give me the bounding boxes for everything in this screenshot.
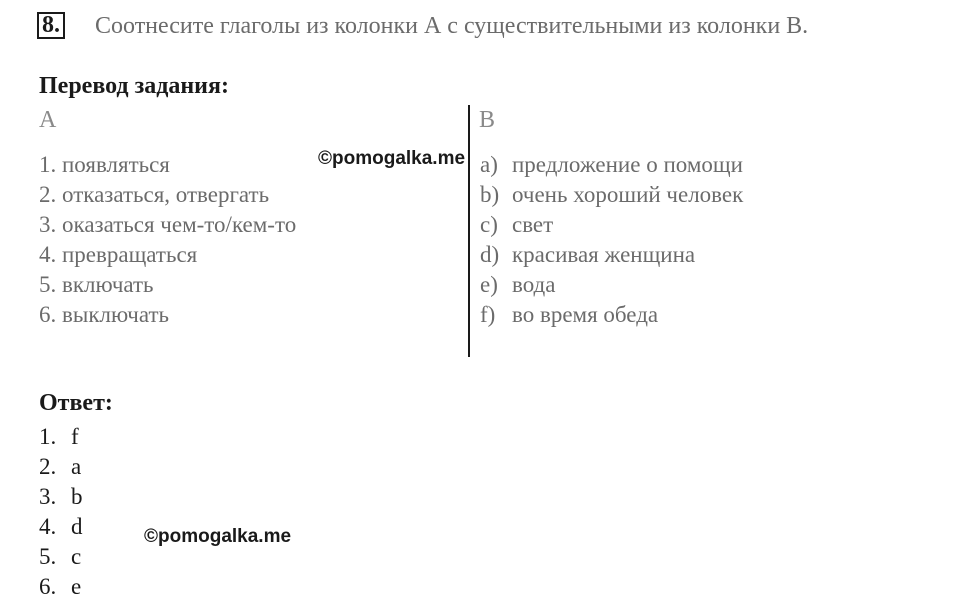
column-b-marker: f): [480, 302, 496, 327]
answer-value: d: [71, 514, 83, 539]
column-a-list: [39, 150, 296, 330]
answer-value: b: [71, 484, 83, 509]
column-b-text: вода: [512, 272, 556, 297]
column-a-item: 3. оказаться чем-то/кем-то: [39, 212, 297, 237]
answer-number: 4.: [39, 514, 57, 539]
answer-value: f: [71, 424, 79, 449]
column-a-header: A: [39, 107, 57, 133]
column-b-text: предложение о помощи: [512, 152, 743, 177]
column-b-text: свет: [512, 212, 554, 237]
column-b-text: красивая женщина: [512, 242, 696, 267]
column-b-marker: e): [480, 272, 498, 297]
column-b-text: во время обеда: [512, 302, 659, 327]
answer-item: [39, 452, 83, 482]
answer-item: [39, 572, 83, 602]
answer-number: 3.: [39, 484, 57, 509]
answer-number: 2.: [39, 454, 57, 479]
answer-item: [39, 422, 83, 452]
column-a-item: 4. превращаться: [39, 242, 198, 267]
answer-number: 1.: [39, 424, 57, 449]
task-instruction: Соотнесите глаголы из колонки А с существительными из колонки В.: [95, 13, 809, 39]
column-a-item: 2. отказаться, отвергать: [39, 182, 270, 207]
column-b-marker: d): [480, 242, 500, 267]
column-b-item: [480, 150, 743, 180]
column-b-text: очень хороший человек: [512, 182, 744, 207]
column-b-header: B: [479, 107, 496, 133]
answer-number: 5.: [39, 544, 57, 569]
column-a-item: 5. включать: [39, 272, 154, 297]
column-divider: [468, 105, 470, 357]
answer-value: e: [71, 574, 82, 599]
column-b-item: [480, 300, 743, 330]
watermark: ©pomogalka.me: [318, 148, 466, 169]
column-b-marker: c): [480, 212, 498, 237]
column-b-item: [480, 210, 743, 240]
column-b-marker: b): [480, 182, 500, 207]
column-a-item: 6. выключать: [39, 302, 169, 327]
answer-item: [39, 542, 83, 572]
answer-item: [39, 512, 83, 542]
column-b-item: [480, 240, 743, 270]
column-b-item: [480, 180, 743, 210]
answer-title: Ответ:: [39, 390, 113, 416]
watermark: ©pomogalka.me: [144, 526, 292, 547]
column-b-item: [480, 270, 743, 300]
translation-title: Перевод задания:: [39, 73, 229, 99]
column-b-list: [480, 150, 743, 330]
column-b-marker: a): [480, 152, 498, 177]
answer-item: [39, 482, 83, 512]
answer-number: 6.: [39, 574, 57, 599]
answer-list: [39, 422, 83, 602]
answer-value: c: [71, 544, 82, 569]
column-a-item: 1. появляться: [39, 152, 170, 177]
task-number-box: 8.: [37, 12, 65, 39]
answer-value: a: [71, 454, 82, 479]
